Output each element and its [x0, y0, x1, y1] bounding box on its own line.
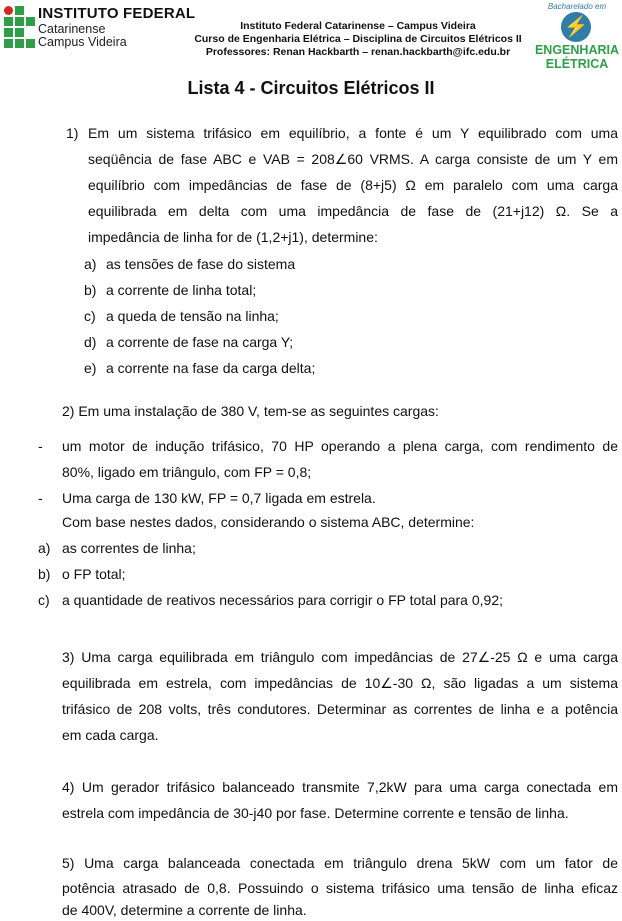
q1-line5: impedância de linha for de (1,2+j1), determine:	[88, 229, 378, 245]
q1-item-b-text: a corrente de linha total;	[106, 282, 257, 298]
institution-logo-line2: Catarinense	[38, 22, 106, 36]
q4-line1: 4) Um gerador trifásico balanceado transmite 7,2kW para uma carga conectada em	[62, 779, 618, 795]
q2-load1-bullet: -	[38, 438, 43, 454]
q1-item-c-label: c)	[84, 308, 96, 324]
page-title: Lista 4 - Circuitos Elétricos II	[187, 78, 435, 98]
q3-line4: em cada carga.	[62, 727, 159, 743]
q2-load1-line1: um motor de indução trifásico, 70 HP operando a plena carga, com rendimento de	[62, 438, 618, 454]
q1-item-e-label: e)	[84, 360, 97, 376]
q1-line4: equilibrada em delta com uma impedância de fase de (21+j12) Ω. Se a	[88, 203, 618, 219]
q2-intro: 2) Em uma instalação de 380 V, tem-se as seguintes cargas:	[62, 403, 439, 419]
q1-item-b-label: b)	[84, 282, 97, 298]
q1-number: 1)	[66, 125, 79, 141]
institution-logo-title: INSTITUTO FEDERAL	[38, 5, 196, 22]
q2-load2-text: Uma carga de 130 kW, FP = 0,7 ligada em estrela.	[62, 490, 376, 506]
q5-line1: 5) Uma carga balanceada conectada em triângulo drena 5kW com um fator de	[62, 855, 618, 871]
q2-item-a-text: as correntes de linha;	[62, 540, 196, 556]
institution-logo-mark	[4, 6, 34, 52]
q2-item-b-text: o FP total;	[62, 566, 126, 582]
q1-item-e-text: a corrente na fase da carga delta;	[106, 360, 316, 376]
institution-logo	[4, 5, 196, 52]
q1-item-d-label: d)	[84, 334, 97, 350]
q2-item-c-text: a quantidade de reativos necessários para corrigir o FP total para 0,92;	[62, 592, 503, 608]
q4-line2: estrela com impedância de 30-j40 por fase. Determine corrente e tensão de linha.	[62, 805, 569, 821]
q2-item-b-label: b)	[38, 566, 51, 582]
course-logo-arc: Bacharelado em	[547, 2, 607, 11]
q1-item-c-text: a queda de tensão na linha;	[106, 308, 279, 324]
q3-line2: equilibrada em estrela, com impedâncias de 10∠-30 Ω, são ligadas a um sistema	[62, 675, 618, 691]
lightning-bolt-icon: ⚡	[561, 12, 591, 42]
q2-item-a-label: a)	[38, 540, 51, 556]
q1-item-a-label: a)	[84, 256, 97, 272]
q5-line2: potência atrasado de 0,8. Possuindo o sistema trifásico uma tensão de linha eficaz	[62, 880, 618, 896]
q2-base: Com base nestes dados, considerando o sistema ABC, determine:	[62, 514, 475, 530]
q3-line3: trifásico de 208 volts, três condutores. Determinar as correntes de linha e a potência	[62, 701, 618, 717]
course-logo-line2: ELÉTRICA	[545, 57, 609, 71]
q1-item-a-text: as tensões de fase do sistema	[106, 256, 296, 272]
q2-load1-line2: 80%, ligado em triângulo, com FP = 0,8;	[62, 464, 312, 480]
q1-line1: Em um sistema trifásico em equilíbrio, a fonte é um Y equilibrado com uma	[88, 125, 618, 141]
q1-item-d-text: a corrente de fase na carga Y;	[106, 334, 294, 350]
q1-line2: seqüência de fase ABC e VAB = 208∠60 VRMS. A carga consiste de um Y em	[88, 151, 618, 167]
q1-line3: equilíbrio com impedâncias de fase de (8+j5) Ω em paralelo com uma carga	[88, 177, 618, 193]
header-info-line2: Curso de Engenharia Elétrica – Disciplina de Circuitos Elétricos II	[194, 33, 522, 45]
course-logo	[533, 2, 621, 76]
q2-load2-bullet: -	[38, 490, 43, 506]
q2-item-c-label: c)	[38, 592, 50, 608]
course-logo-line1: ENGENHARIA	[534, 43, 620, 57]
institution-logo-line3: Campus Videira	[38, 34, 127, 49]
header-info-line3: Professores: Renan Hackbarth – renan.hackbarth@ifc.edu.br	[205, 46, 511, 58]
header-info	[185, 20, 531, 59]
q3-line1: 3) Uma carga equilibrada em triângulo com impedâncias de 27∠-25 Ω e uma carga	[62, 649, 618, 665]
header-info-line1: Instituto Federal Catarinense – Campus Videira	[240, 20, 476, 32]
q5-line3: de 400V, determine a corrente de linha.	[62, 902, 307, 918]
